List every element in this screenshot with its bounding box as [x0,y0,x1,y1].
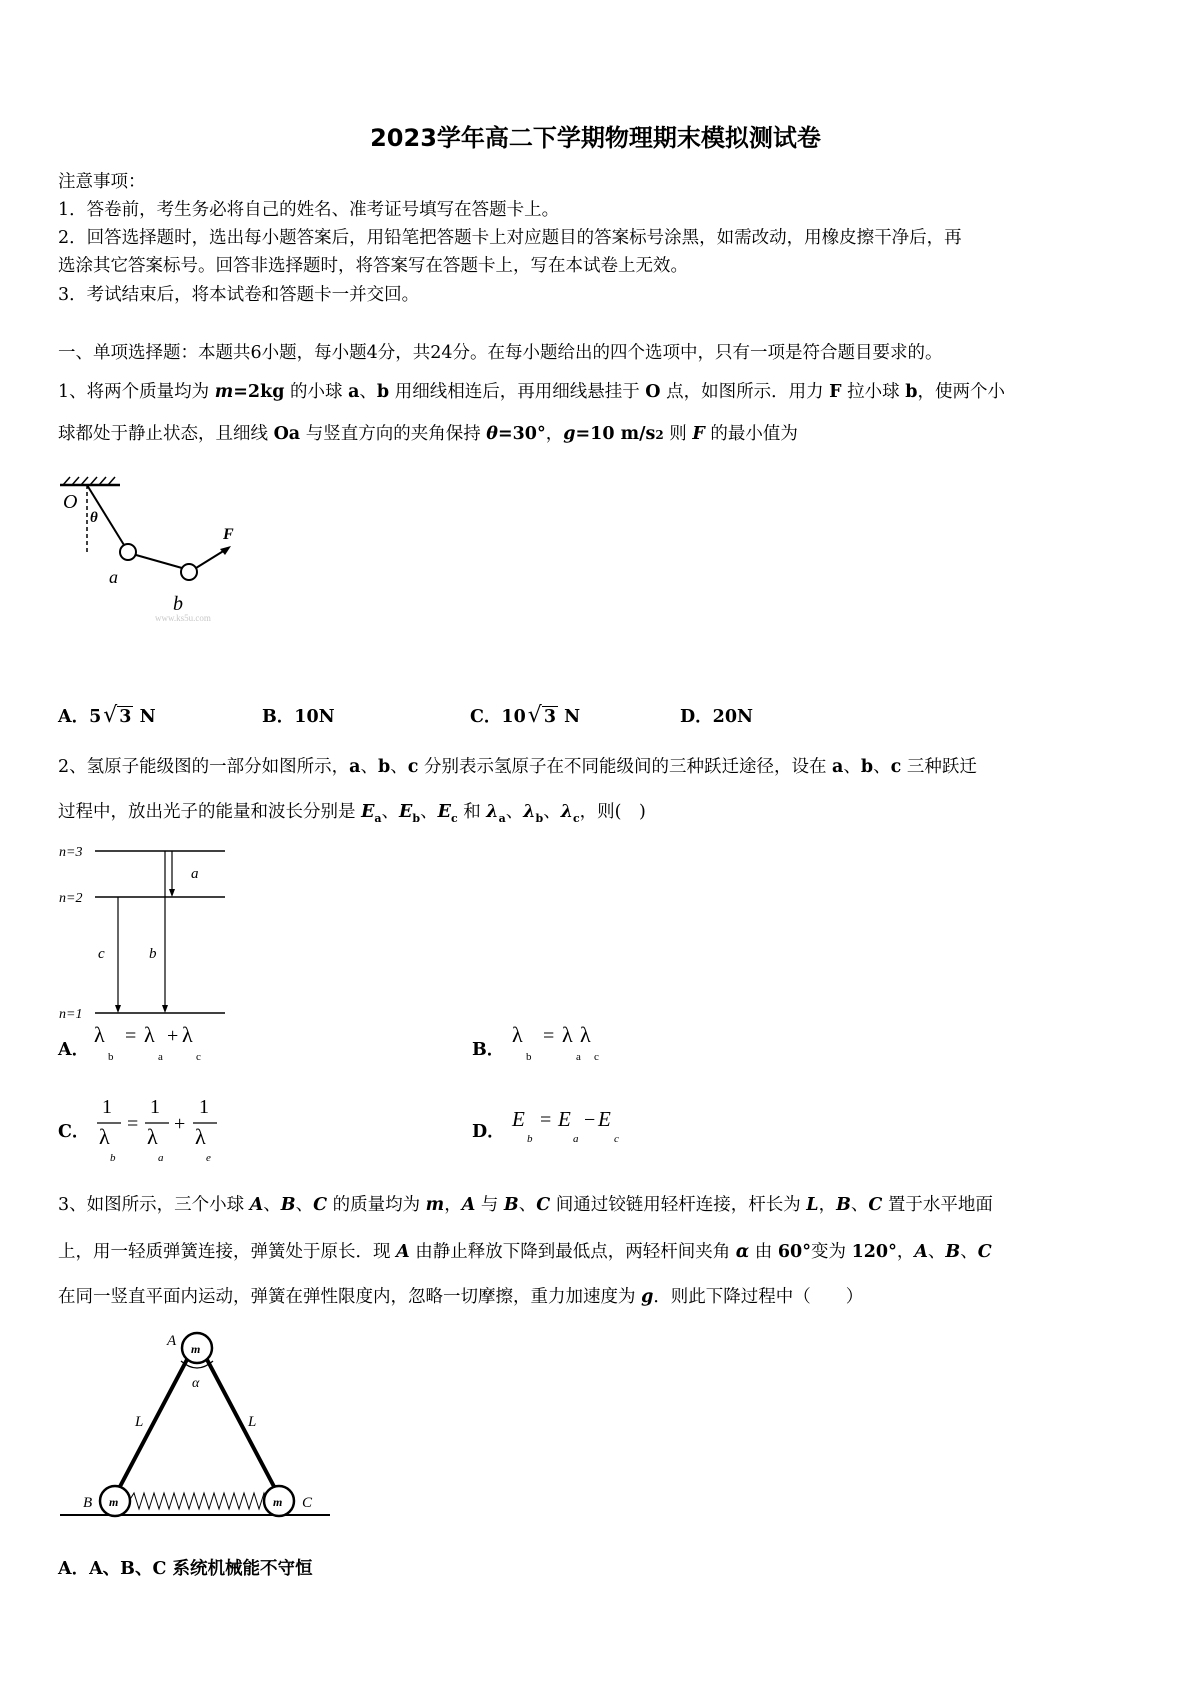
notice-item-2: 2．回答选择题时，选出每小题答案后，用铅笔把答题卡上对应题目的答案标号涂黑，如需改动，用橡皮擦干净后，再 [58,228,962,248]
notice-heading: 注意事项： [58,172,146,192]
svg-text:λ: λ [580,1022,591,1047]
svg-text:1: 1 [102,1096,112,1118]
svg-text:O: O [63,491,78,513]
svg-text:λ: λ [182,1022,193,1047]
q2-option-b-label: B． [472,1040,505,1060]
svg-text:e: e [206,1152,211,1164]
svg-text:F: F [223,526,234,543]
svg-text:m: m [109,1495,119,1509]
q2-option-b-formula [510,1020,610,1065]
svg-text:E: E [512,1107,525,1131]
page-title: 2023学年高二下学期物理期末模拟测试卷 [370,124,821,152]
q3-stem-line3: 在同一竖直平面内运动，弹簧在弹性限度内，忽略一切摩擦，重力加速度为 g．则此下降过程中（ ） [58,1287,864,1307]
svg-text:c: c [594,1051,599,1063]
svg-text:E: E [598,1107,611,1131]
notice-item-2-cont: 选涂其它答案标号。回答非选择题时，将答案写在答题卡上，写在本试卷上无效。 [58,256,688,276]
svg-text:L: L [135,1414,144,1430]
svg-text:n=3: n=3 [59,845,83,860]
svg-text:1: 1 [199,1096,209,1118]
svg-text:b: b [527,1133,533,1145]
section-heading: 一、单项选择题：本题共6小题，每小题4分，共24分。在每小题给出的四个选项中，只有一项是符合题目要求的。 [58,343,943,363]
q2-option-c-formula [94,1093,234,1163]
svg-text:λ: λ [562,1022,573,1047]
q2-option-d-formula [510,1100,640,1155]
q3-option-a: A．A、B、C 系统机械能不守恒 [58,1559,313,1579]
svg-text:a: a [109,567,118,587]
svg-text:=: = [125,1025,137,1047]
q1-option-d: D．20N [680,707,754,727]
svg-text:λ: λ [512,1022,523,1047]
svg-text:−: − [584,1109,596,1131]
svg-text:b: b [110,1152,116,1164]
svg-text:A: A [167,1333,177,1349]
svg-text:λ: λ [195,1124,206,1149]
svg-text:a: a [158,1051,163,1063]
q1-option-c: C．10√ 3 N [470,703,581,728]
q1-option-a: A．5√ 3 N [58,703,156,728]
svg-text:b: b [149,946,157,962]
svg-text:=: = [543,1025,555,1047]
q2-option-c-label: C． [58,1122,90,1142]
svg-text:a: a [573,1133,579,1145]
notice-item-3: 3．考试结束后，将本试卷和答题卡一并交回。 [58,285,420,305]
notice-item-1: 1．答卷前，考生务必将自己的姓名、准考证号填写在答题卡上。 [58,200,560,220]
svg-text:λ: λ [99,1124,110,1149]
q2-stem-line2: 过程中，放出光子的能量和波长分别是 $E_a$、$E_b$、$E_c$ 和 $\lambda_a$、$\lambda_b$、$\lambda_c$，则( ) [58,802,646,825]
svg-text:b: b [173,593,183,615]
svg-text:n=2: n=2 [59,891,83,906]
svg-text:m: m [191,1342,201,1356]
svg-text:1: 1 [150,1096,160,1118]
svg-text:λ: λ [94,1022,105,1047]
q2-energy-diagram [55,840,235,1022]
svg-text:a: a [576,1051,581,1063]
svg-text:=: = [540,1109,552,1131]
q3-stem-line2: 上，用一轻质弹簧连接，弹簧处于原长．现 A 由静止释放下降到最低点，两轻杆间夹角 α 由 60°变为 120°，A、B、C [58,1242,992,1262]
q1-stem-line2: 球都处于静止状态，且细线 Oa 与竖直方向的夹角保持 θ=30°，g=10 m/s2 则 F 的最小值为 [58,424,798,444]
q3-stem-line1: 3、如图所示，三个小球 A、B、C 的质量均为 m，A 与 B、C 间通过铰链用轻杆连接，杆长为 L，B、C 置于水平地面 [58,1195,993,1215]
q2-option-d-label: D． [472,1122,505,1142]
svg-text:B: B [83,1495,93,1511]
svg-text:n=1: n=1 [59,1007,83,1022]
q2-option-a-formula [92,1020,222,1065]
q3-figure [55,1325,345,1520]
svg-text:www.ks5u.com: www.ks5u.com [155,613,211,623]
q2-option-a-label: A． [58,1040,90,1060]
svg-text:α: α [192,1376,200,1391]
svg-text:λ: λ [147,1124,158,1149]
svg-text:+: + [174,1113,186,1135]
svg-text:L: L [248,1414,257,1430]
svg-text:C: C [302,1495,313,1511]
svg-text:a: a [158,1152,164,1164]
q2-stem-line1: 2、氢原子能级图的一部分如图所示，a、b、c 分别表示氢原子在不同能级间的三种跃迁途径，设在 a、b、c 三种跃迁 [58,757,977,777]
svg-text:b: b [526,1051,532,1063]
q1-figure [55,475,255,625]
svg-text:c: c [196,1051,201,1063]
q1-stem-line1: 1、将两个质量均为 m=2kg 的小球 a、b 用细线相连后，再用细线悬挂于 O 点，如图所示．用力 F 拉小球 b，使两个小 [58,382,1005,402]
svg-text:c: c [98,946,105,962]
svg-text:+: + [167,1025,179,1047]
svg-text:=: = [127,1113,139,1135]
svg-text:m: m [273,1495,283,1509]
svg-text:a: a [191,866,199,882]
svg-text:c: c [614,1133,619,1145]
svg-text:E: E [558,1107,571,1131]
svg-text:θ: θ [90,510,98,526]
svg-text:λ: λ [144,1022,155,1047]
q1-option-b: B．10N [262,707,335,727]
svg-text:b: b [108,1051,114,1063]
